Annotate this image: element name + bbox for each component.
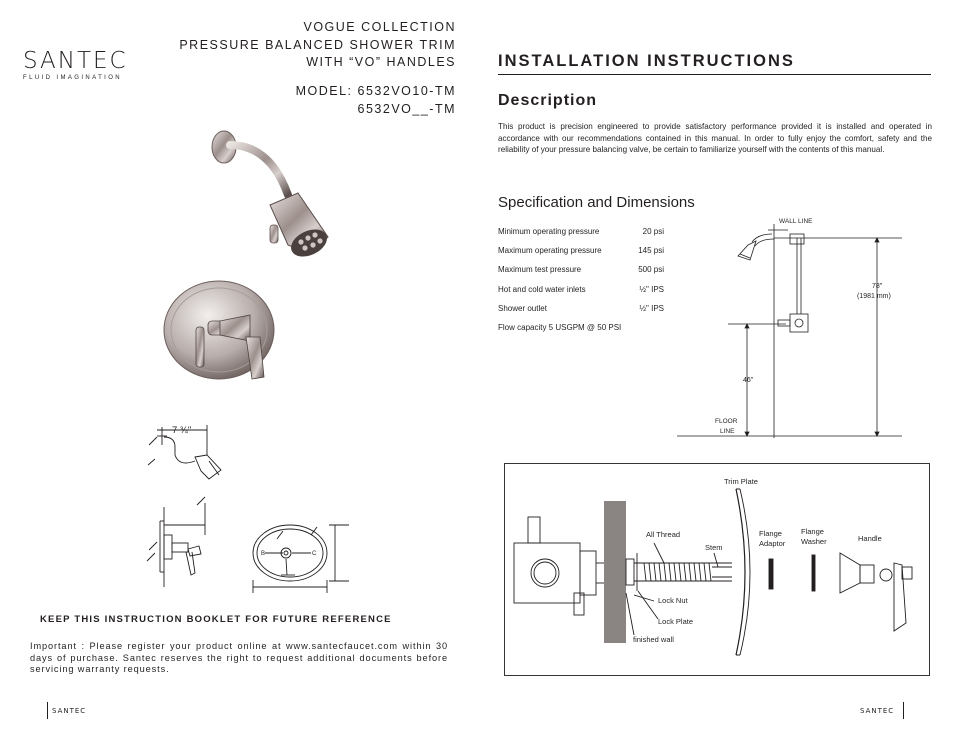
flange-adaptor-label: Flange <box>759 529 782 538</box>
finished-wall-label: finished wall <box>633 635 674 644</box>
flange-washer-label-2: Washer <box>801 537 827 546</box>
keep-booklet-note: KEEP THIS INSTRUCTION BOOKLET FOR FUTURE REFERENCE <box>40 614 392 625</box>
svg-text:B: B <box>261 551 266 557</box>
footer-right-divider <box>903 702 904 719</box>
collection-heading <box>179 19 456 72</box>
dimension-sketches <box>135 415 365 595</box>
spec-label: Maximum operating pressure <box>498 246 602 256</box>
total-height-label: 78" <box>872 283 883 290</box>
collection-line-3: WITH “VO” HANDLES <box>306 55 456 69</box>
handle-label: Handle <box>858 534 882 543</box>
flange-adaptor-label-2: Adaptor <box>759 539 786 548</box>
flange-washer-label: Flange <box>801 527 824 536</box>
spec-value: 20 psi <box>642 227 664 236</box>
collection-line-2: PRESSURE BALANCED SHOWER TRIM <box>179 37 456 52</box>
spec-row <box>498 227 664 246</box>
floor-line-label-2: LINE <box>720 428 735 435</box>
logo-wordmark: SANTEC <box>23 48 128 74</box>
footer-left-brand: SANTEC <box>52 707 87 715</box>
spec-label: Maximum test pressure <box>498 265 582 275</box>
spec-label: Shower outlet <box>498 303 547 313</box>
lock-plate-label: Lock Plate <box>658 617 694 626</box>
total-height-mm-label: (1981 mm) <box>857 293 891 300</box>
spec-row <box>498 246 664 265</box>
valve-height-label: 46" <box>743 377 754 384</box>
specification-title: Specification and Dimensions <box>498 194 695 211</box>
product-photo <box>150 125 350 390</box>
installation-title: INSTALLATION INSTRUCTIONS <box>498 52 795 70</box>
footer-left-divider <box>47 702 48 719</box>
model-heading <box>296 82 456 118</box>
description-text: This product is precision engineered to provide satisfactory performance provided it is installed and operated in accordance with our recommendations contained in this manual. In order to fully enjoy the comfort, safety and the reliability of your pressure balancing valve, be certain to familiarize yourself with the contents of this manual. <box>498 122 932 154</box>
santec-logo <box>23 48 143 81</box>
trim-plate-image <box>164 281 274 379</box>
collection-line-1: VOGUE COLLECTION <box>303 20 456 34</box>
wall-line-label: WALL LINE <box>779 218 813 225</box>
spec-value: 145 psi <box>638 246 664 256</box>
description-title: Description <box>498 92 598 109</box>
logo-tagline: FLUID IMAGINATION <box>23 75 123 81</box>
spec-value: ½" IPS <box>639 303 664 313</box>
showerhead-image <box>212 131 331 262</box>
spec-row <box>498 323 664 342</box>
specification-list <box>498 227 664 342</box>
all-thread-label: All Thread <box>646 530 681 539</box>
lock-nut-label: Lock Nut <box>658 596 688 605</box>
model-line-1: MODEL: 6532VO10-TM <box>295 84 456 98</box>
spec-label: Hot and cold water inlets <box>498 284 586 294</box>
spec-value: 500 psi <box>638 265 664 275</box>
trim-plate-label: Trim Plate <box>724 477 758 486</box>
stem-label: Stem <box>705 543 723 552</box>
model-line-2: 6532VO__-TM <box>357 102 456 116</box>
spec-label: Minimum operating pressure <box>498 227 600 236</box>
footer-right-brand: SANTEC <box>860 707 895 715</box>
svg-text:C: C <box>312 551 317 557</box>
floor-line-label: FLOOR <box>715 418 738 425</box>
wall-section <box>604 501 626 643</box>
reach-dimension: 7 ¾" <box>172 425 192 436</box>
spec-row <box>498 304 664 323</box>
parts-exploded-diagram <box>504 463 930 676</box>
spec-row <box>498 265 664 284</box>
installation-height-diagram <box>670 212 920 442</box>
spec-value: ½" IPS <box>639 284 664 294</box>
registration-note: Important : Please register your product online at www.santecfaucet.com within 30 days of purchase. Santec reserves the right to request additional documents before servicing warranty requests. <box>30 641 448 674</box>
title-rule <box>498 74 931 75</box>
spec-label: Flow capacity 5 USGPM @ 50 PSI <box>498 322 622 332</box>
spec-row <box>498 285 664 304</box>
